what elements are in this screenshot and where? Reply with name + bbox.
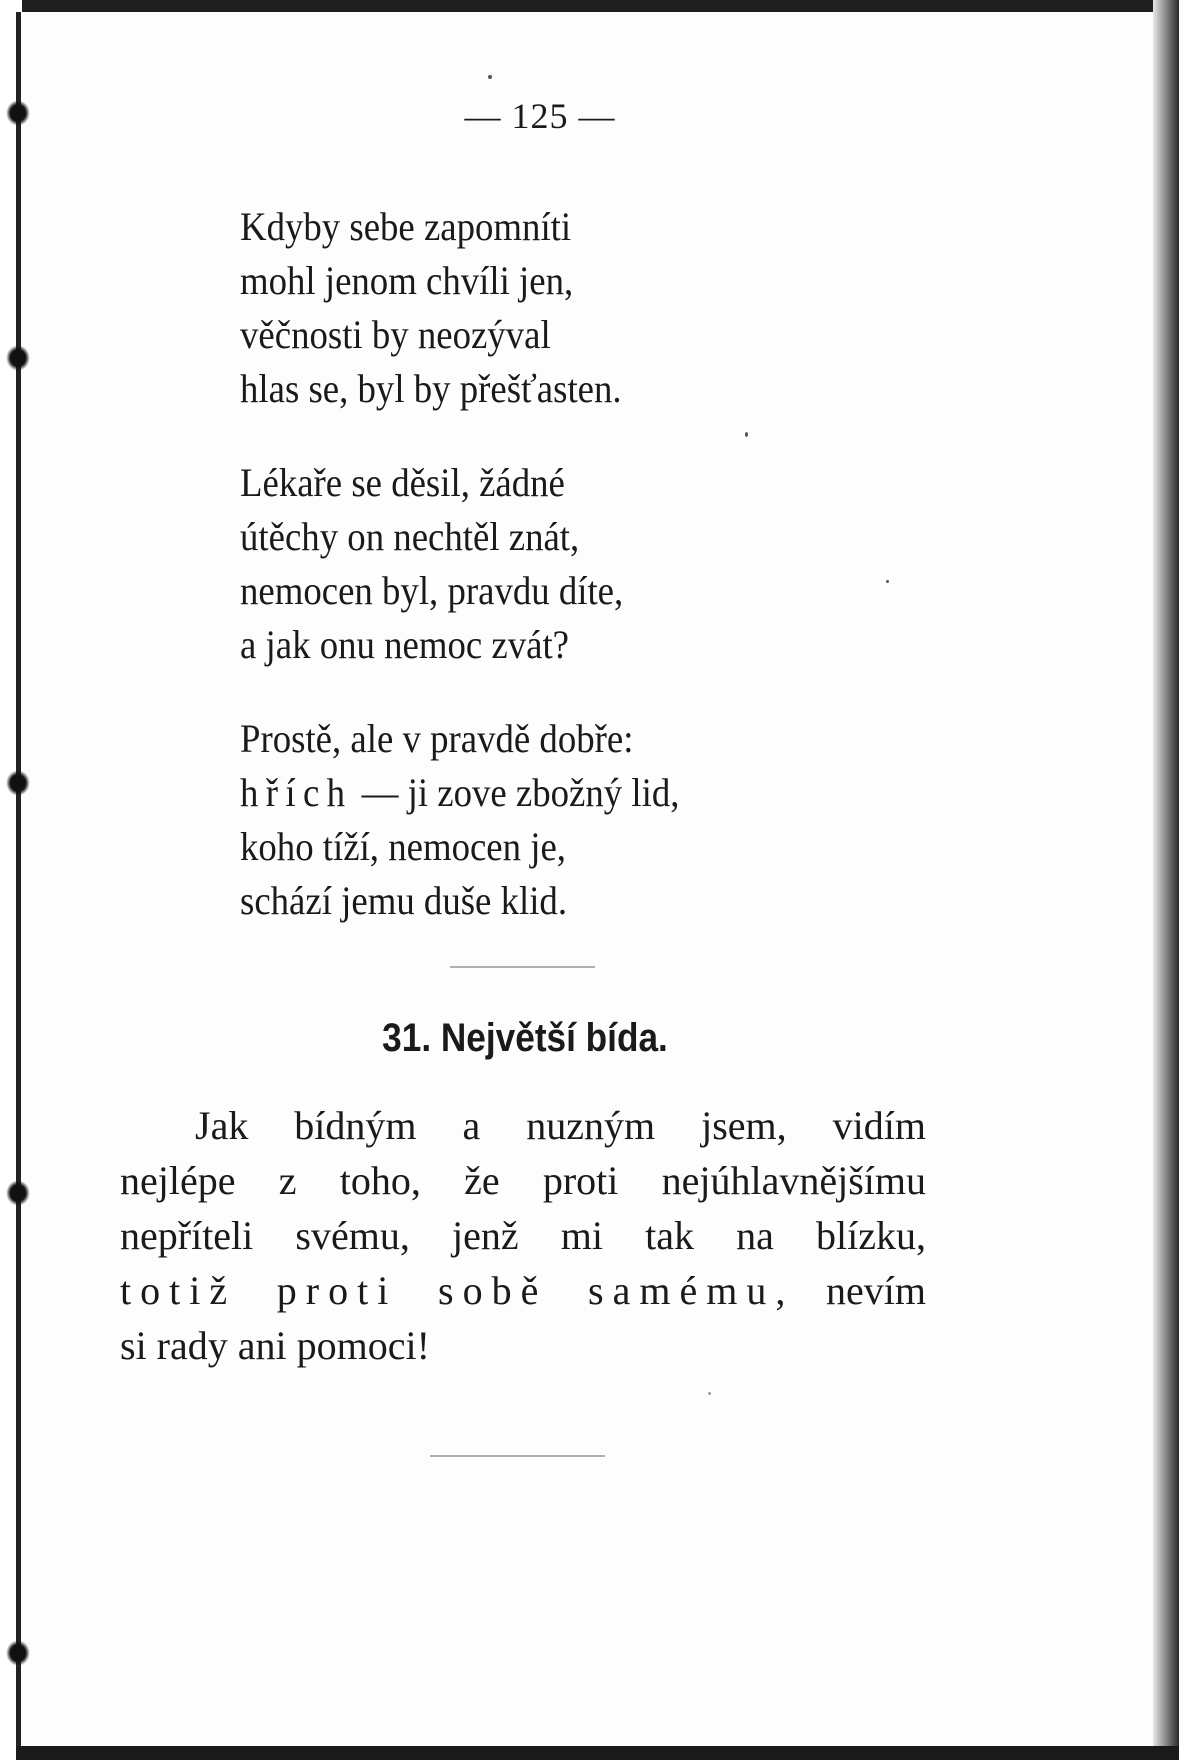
poem-line: Kdyby sebe zapomníti bbox=[240, 204, 572, 249]
prose-line bbox=[120, 1263, 926, 1318]
poem-line: útěchy on nechtěl znát, bbox=[240, 514, 580, 559]
prose-paragraph bbox=[120, 1098, 926, 1373]
scan-top-edge bbox=[0, 0, 1179, 12]
poem-stanza-1 bbox=[240, 200, 655, 416]
binding-stitch-mark bbox=[6, 1640, 30, 1666]
poem-line: a jak onu nemoc zvát? bbox=[240, 622, 570, 667]
binding-stitch-mark bbox=[6, 1180, 30, 1206]
binding-stitch-mark bbox=[6, 345, 30, 371]
section-heading: 31. Největší bída. bbox=[382, 1016, 668, 1060]
end-divider bbox=[430, 1455, 605, 1457]
poem-line-rest: — ji zove zbožný lid, bbox=[352, 770, 680, 815]
dust-speck bbox=[488, 75, 492, 79]
emphasized-phrase: totiž proti sobě samému, bbox=[120, 1268, 795, 1313]
dust-speck bbox=[708, 1392, 711, 1395]
binding-stitch-mark bbox=[6, 770, 30, 796]
poem-line: hlas se, byl by přešťasten. bbox=[240, 366, 622, 411]
poem-line: Prostě, ale v pravdě dobře: bbox=[240, 716, 634, 761]
prose-line: nepříteli svému, jenž mi tak na blízku, bbox=[120, 1213, 926, 1258]
prose-line: Jak bídným a nuzným jsem, vidím bbox=[195, 1103, 926, 1148]
emphasized-word: hřích bbox=[240, 770, 353, 815]
dust-speck bbox=[886, 580, 889, 583]
poem-line: nemocen byl, pravdu díte, bbox=[240, 568, 624, 613]
prose-line: nejlépe z toho, že proti nejúhlavnějšímu bbox=[120, 1158, 926, 1203]
poem-line: věčnosti by neozýval bbox=[240, 312, 551, 357]
poem-line: schází jemu duše klid. bbox=[240, 878, 568, 923]
poem-line: Lékaře se děsil, žádné bbox=[240, 460, 565, 505]
poem-line: mohl jenom chvíli jen, bbox=[240, 258, 574, 303]
poem-line: koho tíží, nemocen je, bbox=[240, 824, 566, 869]
prose-line: si rady ani pomoci! bbox=[120, 1323, 430, 1368]
poem-stanza-3 bbox=[240, 712, 718, 928]
section-divider bbox=[450, 966, 595, 968]
poem-stanza-2 bbox=[240, 456, 657, 672]
poem-line bbox=[240, 766, 679, 820]
page-number: — 125 — bbox=[464, 96, 616, 136]
binding-spine-line bbox=[16, 12, 21, 1760]
scan-bottom-edge bbox=[16, 1746, 1179, 1760]
scan-right-edge bbox=[1153, 0, 1179, 1760]
dust-speck bbox=[745, 432, 748, 437]
prose-line-rest: nevím bbox=[794, 1268, 926, 1313]
